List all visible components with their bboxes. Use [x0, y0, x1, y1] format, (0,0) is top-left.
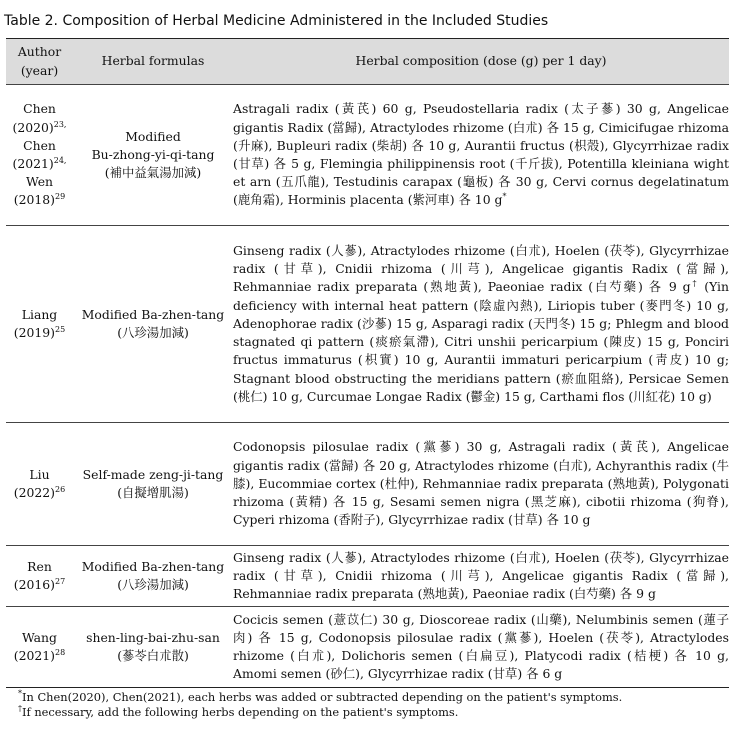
- header-formula: Herbal formulas: [73, 39, 233, 85]
- footnote: [18, 705, 622, 720]
- author-year-text: (2018): [13, 192, 55, 208]
- author-year: [6, 576, 73, 594]
- footnote-mark: *: [18, 689, 22, 699]
- formula-chinese-name: (自擬增肌湯): [117, 485, 189, 500]
- composition-cell: [233, 423, 729, 546]
- table-row: [6, 423, 729, 546]
- author-cell: [6, 226, 73, 423]
- author-name: Liang: [21, 306, 58, 322]
- author-year: [6, 191, 73, 209]
- formula-name: shen-ling-bai-zhu-san: [86, 629, 220, 645]
- composition-cell: [233, 85, 729, 226]
- composition-text: Ginseng radix (人蔘), Atractylodes rhizome (白朮), Hoelen (茯苓), Glycyrrhizae radix (甘草), Cnidii rhizoma (川芎), Angelicae gigantis Radix (當歸), Rehmanniae radix preparata (熟地黃), Paeoniae radix (白芍藥) 各 9 g: [233, 243, 729, 295]
- reference-number: 28: [55, 647, 66, 657]
- formula-cell: [73, 546, 233, 607]
- footnote: [18, 690, 622, 705]
- reference-number: 29: [55, 192, 66, 202]
- table-header-row: [6, 39, 729, 85]
- author-name: Chen: [23, 137, 56, 153]
- composition-cell: [233, 546, 729, 607]
- formula-cell: [73, 85, 233, 226]
- author-year-text: (2021): [13, 648, 55, 663]
- author-year-text: (2019): [13, 325, 55, 340]
- author-cell: [6, 423, 73, 546]
- composition-text: Codonopsis pilosulae radix (黨蔘) 30 g, Astragali radix (黃芪), Angelicae gigantis radix (當歸) 各 20 g, Atractylodes rhizome (白朮), Achyranthis radix (牛膝), Eucommiae cortex (杜仲), Rehmanniae radix preparata (熟地黃), Polygonati rhizoma (黃精) 各 15 g, Sesami semen nigra (黑芝麻), cibotii rhizoma (狗脊), Cyperi rhizoma (香附子), Glycyrrhizae radix (甘草) 各 10 g: [233, 439, 729, 528]
- table-row: [6, 85, 729, 226]
- reference-number: 23,: [53, 119, 67, 129]
- header-composition: Herbal composition (dose (g) per 1 day): [233, 39, 729, 85]
- composition-extra-text: (Yin deficiency with internal heat pattern (陰虛內熱), Liriopis tuber (麥門冬) 10 g, Adenophorae radix (沙蔘) 15 g, Asparagi radix (天門冬) 15 g; Phlegm and blood stagnated qi pattern (痰瘀氣滯), Citri unshii pericarpium (陳皮) 15 g, Ponciri fructus immaturus (枳實) 10 g, Aurantii immaturi pericarpium (靑皮) 10 g; Stagnant blood obstructing the meridians pattern (瘀血阻絡), Persicae Semen (桃仁) 10 g, Curcumae Longae Radix (鬱金) 15 g, Carthami flos (川紅花) 10 g): [233, 279, 730, 404]
- author-year: [6, 324, 73, 342]
- author-year-text: (2021): [12, 156, 54, 171]
- footnote-mark: †: [18, 704, 22, 714]
- reference-number: 26: [55, 484, 66, 494]
- table-row: [6, 607, 729, 688]
- header-author: [6, 39, 73, 85]
- header-author-line1: Author: [17, 44, 62, 60]
- table-row: [6, 226, 729, 423]
- author-year-text: (2022): [13, 485, 55, 500]
- reference-number: 25: [55, 324, 66, 334]
- formula-chinese-name: (八珍湯加減): [117, 577, 189, 592]
- composition-text: Ginseng radix (人蔘), Atractylodes rhizome (白朮), Hoelen (茯苓), Glycyrrhizae radix (甘草), Cnidii rhizoma (川芎), Angelicae gigantis Radix (當歸), Rehmanniae radix preparata (熟地黃), Paeoniae radix (白芍藥) 各 9 g: [233, 549, 729, 602]
- table-footnotes: [18, 690, 622, 720]
- author-cell: [6, 85, 73, 226]
- author-name: Chen: [23, 101, 56, 117]
- formula-chinese-name: (補中益氣湯加減): [104, 165, 202, 181]
- author-name: Ren: [27, 558, 52, 574]
- formula-cell: [73, 607, 233, 688]
- author-year: [6, 647, 73, 665]
- formula-name: Modified Ba-zhen-tang: [81, 306, 225, 322]
- composition-table: [6, 38, 729, 688]
- author-cell: [6, 546, 73, 607]
- table-row: [6, 546, 729, 607]
- composition-cell: [233, 226, 729, 423]
- author-name: Wang: [22, 629, 57, 645]
- composition-cell: [233, 607, 729, 688]
- author-year: [6, 484, 73, 502]
- reference-number: 27: [55, 576, 66, 586]
- author-year-text: (2016): [13, 577, 55, 592]
- footnote-mark: †: [690, 279, 699, 289]
- formula-chinese-name: (八珍湯加減): [117, 325, 189, 340]
- formula-name: Modified Ba-zhen-tang: [81, 558, 225, 574]
- table-caption: Table 2. Composition of Herbal Medicine Administered in the Included Studies: [4, 13, 549, 29]
- composition-text: Cocicis semen (薏苡仁) 30 g, Dioscoreae radix (山藥), Nelumbinis semen (蓮子肉) 各 15 g, Codonopsis pilosulae radix (黨蔘), Hoelen (茯苓), Atractylodes rhizome (白朮), Dolichoris semen (白扁豆), Platycodi radix (桔梗) 各 10 g, Amomi semen (砂仁), Glycyrrhizae radix (甘草) 各 6 g: [233, 611, 729, 682]
- formula-name-line2: Bu-zhong-yi-qi-tang: [91, 146, 215, 162]
- author-name: Wen: [25, 174, 54, 190]
- author-cell: [6, 607, 73, 688]
- header-author-line2: (year): [20, 62, 59, 78]
- formula-chinese-name: (蔘苓白朮散): [117, 648, 189, 663]
- footnote-text: If necessary, add the following herbs depending on the patient's symptoms.: [22, 705, 459, 719]
- author-name: Liu: [29, 466, 50, 482]
- footnote-text: In Chen(2020), Chen(2021), each herbs was added or subtracted depending on the patient's symptoms.: [22, 690, 623, 704]
- formula-name-line1: Modified: [125, 128, 181, 144]
- footnote-mark: *: [502, 192, 507, 202]
- reference-number: 24,: [53, 155, 67, 165]
- composition-text: Astragali radix (黃芪) 60 g, Pseudostellaria radix (太子蔘) 30 g, Angelicae gigantis Radix (當歸), Atractylodes rhizome (白朮) 各 15 g, Cimicifugae rhizoma (升麻), Bupleuri radix (柴胡) 各 10 g, Aurantii fructus (枳殼), Glycyrrhizae radix (甘草) 各 5 g, Flemingia philippinensis root (千斤拔), Potentilla kleiniana wight et arn (五爪龍), Testudinis carapax (龜板) 各 30 g, Cervi cornus degelatinatum (鹿角霜), Horminis placenta (紫河車) 各 10 g: [233, 101, 729, 208]
- author-year: [6, 119, 73, 137]
- formula-name: Self-made zeng-ji-tang: [82, 466, 224, 482]
- formula-cell: [73, 423, 233, 546]
- author-year-text: (2020): [12, 119, 54, 135]
- author-year: [6, 155, 73, 173]
- formula-cell: [73, 226, 233, 423]
